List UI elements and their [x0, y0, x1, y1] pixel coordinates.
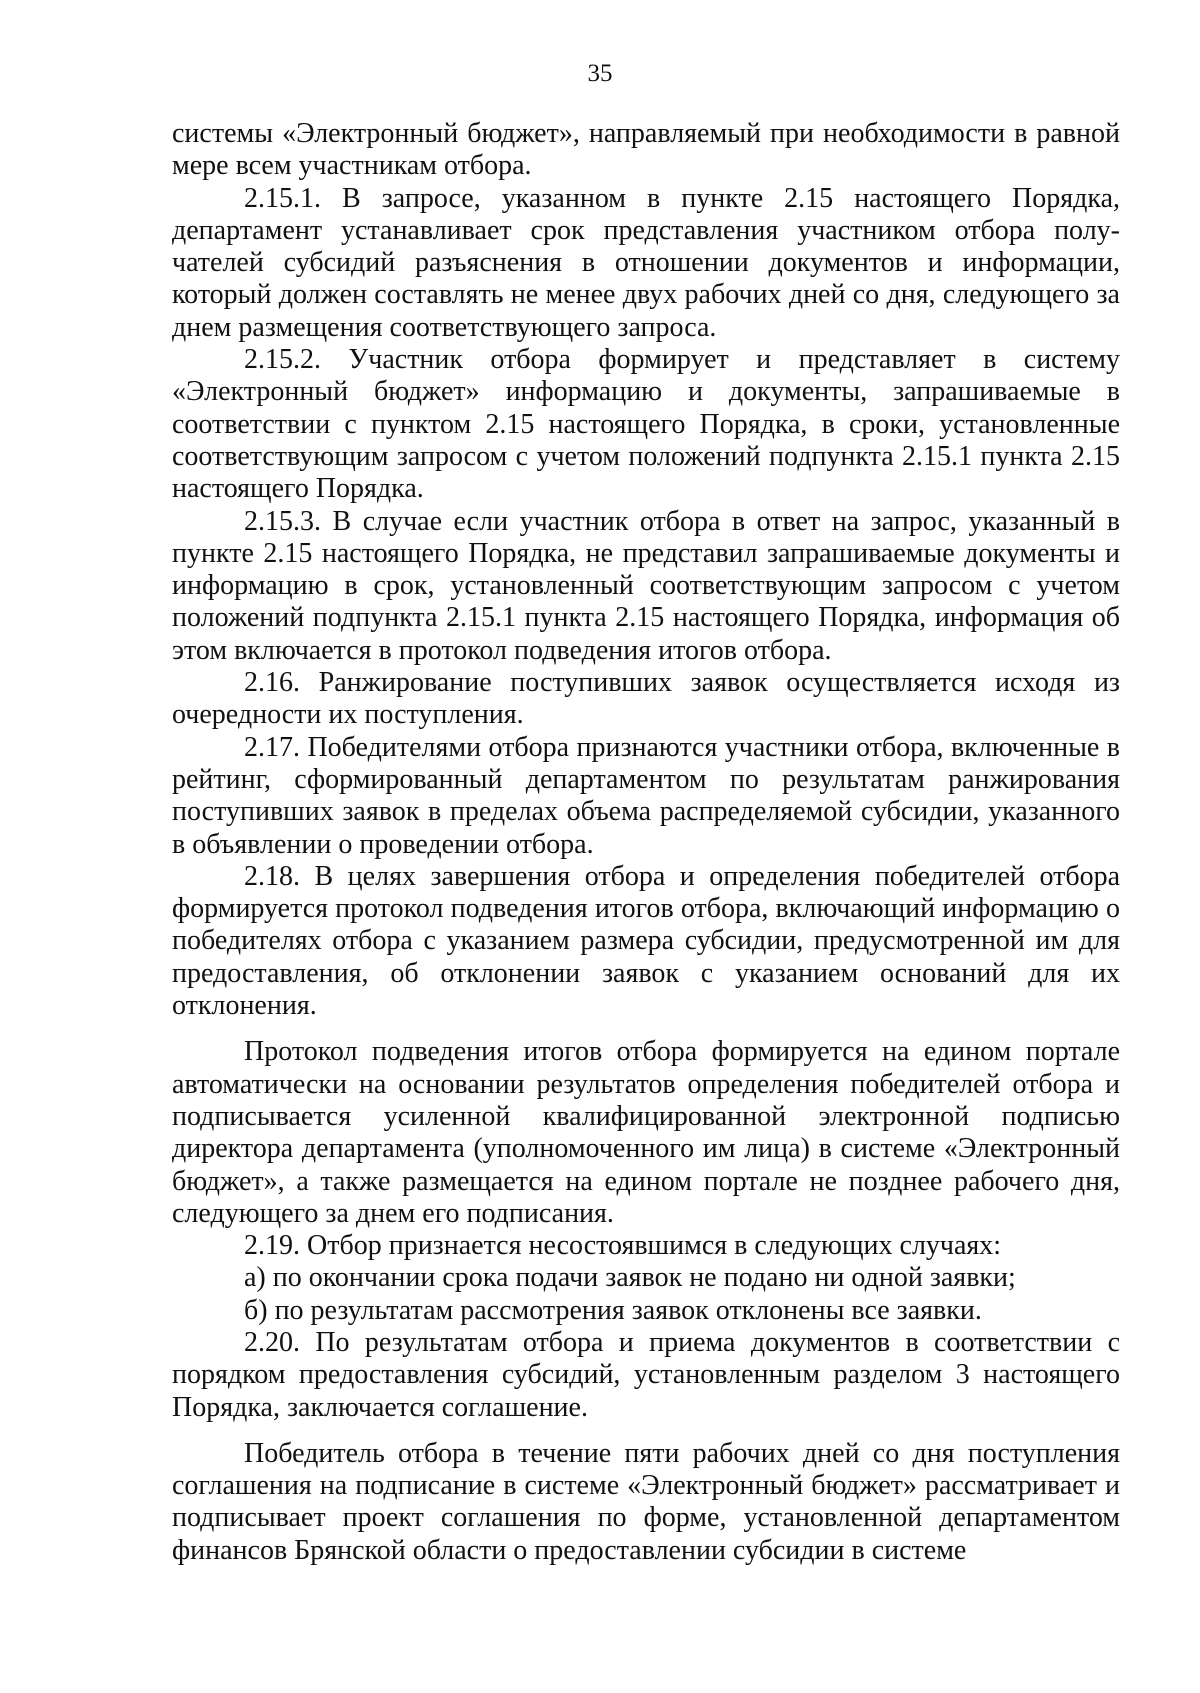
page-number: 35 [587, 60, 613, 87]
paragraph-2-19-a: а) по окончании срока подачи заявок не подано ни одной заявки; [244, 1262, 1016, 1294]
paragraph-2-15-1: 2.15.1. В запросе, указанном в пункте 2.15 настоящего Порядка, департамент устанавливает срок представления участником отбора получателей субсидий разъяснения в отношении документов и информации, который должен составлять не менее двух рабочих дней со дня, следующего за днем размещения соответствующего запроса. [172, 182, 1120, 343]
paragraph-2-19-b: б) по результатам рассмотрения заявок отклонены все заявки. [244, 1294, 982, 1326]
paragraph-2-19: 2.19. Отбор признается несостоявшимся в следующих случаях: [244, 1230, 1002, 1262]
paragraph-continuation: системы «Электронный бюджет», направляемый при необходимости в равной мере всем участникам отбора. [172, 118, 1120, 182]
paragraph-2-18: 2.18. В целях завершения отбора и определения победителей отбора формируется протокол подведения итогов отбора, включающий информацию о победителях отбора с указанием размера субсидии, предусмотренной им для предоставления, об отклонении заявок с указанием оснований для их отклонения. [172, 860, 1120, 1022]
paragraph-2-15-3: 2.15.3. В случае если участник отбора в ответ на запрос, указанный в пункте 2.15 настоящего Порядка, не представил запрашиваемые документы и информацию в срок, установленный соответствующим запросом с учетом положений подпункта 2.15.1 пункта 2.15 настоящего Порядка, информация об этом включается в протокол подведения итогов отбора. [172, 505, 1120, 666]
paragraph-2-17: 2.17. Победителями отбора признаются участники отбора, включенные в рейтинг, сформированный департаментом по результатам ранжирования поступивших заявок в пределах объема распределяемой субсидии, указанного в объявлении о проведении отбора. [172, 731, 1120, 860]
paragraph-protocol: Протокол подведения итогов отбора формируется на едином портале автоматически на основании результатов определения победителей отбора и подписывается усиленной квалифицированной электронной подписью директора департамента (уполномоченного им лица) в системе «Электронный бюджет», а также размещается на едином портале не позднее рабочего дня, следующего за днем его подписания. [172, 1036, 1120, 1229]
paragraph-2-16: 2.16. Ранжирование поступивших заявок осуществляется исходя из очередности их поступления. [172, 667, 1120, 731]
paragraph-winner: Победитель отбора в течение пяти рабочих дней со дня поступления соглашения на подписание в системе «Электронный бюджет» рассматривает и подписывает проект соглашения по форме, установленной департаментом финансов Брянской области о предоставлении субсидии в системе [172, 1437, 1120, 1566]
document-body [172, 118, 1120, 1567]
paragraph-2-20: 2.20. По результатам отбора и приема документов в соответствии с порядком предоставления субсидий, установленным разделом 3 настоящего Порядка, заключается соглашение. [172, 1326, 1120, 1423]
paragraph-2-15-2: 2.15.2. Участник отбора формирует и представляет в систему «Электронный бюджет» информацию и документы, запрашиваемые в соответствии с пунктом 2.15 настоящего Порядка, в сроки, установленные соответствующим запросом с учетом положений подпункта 2.15.1 пункта 2.15 настоящего Порядка. [172, 344, 1120, 505]
